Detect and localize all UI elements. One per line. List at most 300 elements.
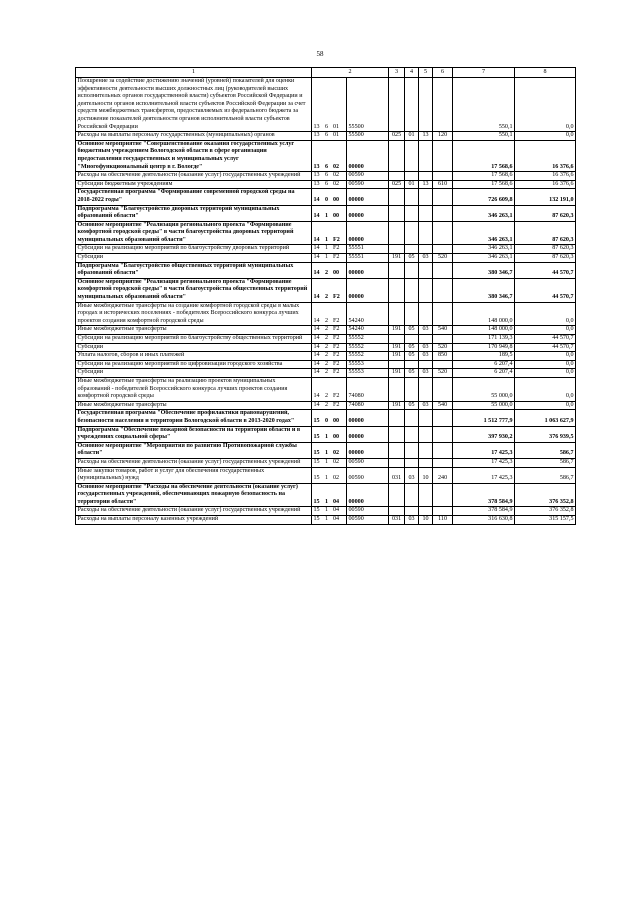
code-activity: F2	[332, 245, 347, 254]
code-expense-type	[433, 458, 453, 467]
amount-2019: 550,1	[453, 132, 515, 141]
amount-2019: 346 263,1	[453, 245, 515, 254]
code-subprogram: 2	[324, 302, 332, 326]
table-row	[76, 467, 576, 483]
code-program: 14	[312, 302, 324, 326]
amount-2020: 87 620,3	[515, 254, 576, 263]
code-program: 14	[312, 254, 324, 263]
code-expense-type	[433, 507, 453, 516]
code-activity: 02	[332, 458, 347, 467]
header-cell: 6	[433, 68, 453, 78]
code-subprogram: 0	[324, 410, 332, 426]
code-section: 05	[405, 343, 419, 352]
table-row	[76, 483, 576, 507]
code-expense-type	[433, 335, 453, 344]
amount-2019: 148 000,0	[453, 302, 515, 326]
amount-2019: 378 584,9	[453, 483, 515, 507]
code-section: 01	[405, 180, 419, 189]
code-section: 03	[405, 516, 419, 525]
code-program: 14	[312, 245, 324, 254]
code-program: 13	[312, 172, 324, 181]
code-activity: F2	[332, 254, 347, 263]
header-cell: 4	[405, 68, 419, 78]
code-program: 15	[312, 516, 324, 525]
code-expense-type: 850	[433, 352, 453, 361]
code-subprogram: 6	[324, 140, 332, 171]
code-program: 14	[312, 369, 324, 378]
amount-2020: 0,0	[515, 369, 576, 378]
amount-2019: 346 263,1	[453, 254, 515, 263]
code-subsection	[419, 360, 433, 369]
amount-2019: 378 584,9	[453, 507, 515, 516]
code-direction: 00000	[347, 410, 389, 426]
code-subsection	[419, 483, 433, 507]
code-direction: 55500	[347, 78, 389, 132]
table-row	[76, 401, 576, 410]
code-subsection: 03	[419, 326, 433, 335]
code-direction: 00590	[347, 516, 389, 525]
code-section	[405, 335, 419, 344]
code-program: 15	[312, 458, 324, 467]
code-section	[405, 483, 419, 507]
code-grbs: 191	[389, 352, 405, 361]
code-grbs: 025	[389, 132, 405, 141]
code-direction: 55551	[347, 245, 389, 254]
code-program: 14	[312, 221, 324, 245]
code-grbs	[389, 410, 405, 426]
code-direction: 74080	[347, 377, 389, 401]
amount-2019: 189,5	[453, 352, 515, 361]
code-subsection	[419, 245, 433, 254]
code-grbs: 031	[389, 516, 405, 525]
code-subprogram: 1	[324, 221, 332, 245]
code-activity: F2	[332, 352, 347, 361]
code-section	[405, 360, 419, 369]
table-row	[76, 360, 576, 369]
code-direction: 00000	[347, 483, 389, 507]
code-grbs	[389, 140, 405, 171]
code-subsection	[419, 442, 433, 458]
code-expense-type	[433, 262, 453, 278]
row-name: Субсидии на реализацию мероприятий по благоустройству дворовых территорий	[76, 245, 312, 254]
code-section	[405, 262, 419, 278]
code-subprogram: 2	[324, 278, 332, 302]
code-expense-type: 240	[433, 467, 453, 483]
code-activity: F2	[332, 377, 347, 401]
table-row	[76, 78, 576, 132]
code-subsection	[419, 221, 433, 245]
code-expense-type: 520	[433, 369, 453, 378]
budget-table	[75, 67, 576, 525]
table-row	[76, 458, 576, 467]
table-row	[76, 516, 576, 525]
code-direction: 00000	[347, 442, 389, 458]
code-expense-type	[433, 302, 453, 326]
code-program: 14	[312, 360, 324, 369]
code-direction: 55552	[347, 335, 389, 344]
amount-2020: 0,0	[515, 401, 576, 410]
code-section: 03	[405, 467, 419, 483]
code-expense-type	[433, 377, 453, 401]
table-row	[76, 326, 576, 335]
row-name: Основное мероприятие "Расходы на обеспечение деятельности (оказание услуг) государственных учреждений, обеспечивающих пожарную безопасность на территории области"	[76, 483, 312, 507]
code-subprogram: 1	[324, 507, 332, 516]
row-name: Субсидии	[76, 254, 312, 263]
amount-2020: 44 570,7	[515, 343, 576, 352]
table-row	[76, 189, 576, 205]
row-name: Субсидии бюджетным учреждениям	[76, 180, 312, 189]
code-subprogram: 2	[324, 335, 332, 344]
code-subsection	[419, 426, 433, 442]
amount-2019: 1 512 777,9	[453, 410, 515, 426]
code-program: 13	[312, 132, 324, 141]
code-grbs: 191	[389, 326, 405, 335]
table-row	[76, 205, 576, 221]
row-name: Субсидии	[76, 369, 312, 378]
row-name: Иные межбюджетные трансферты на создание комфортной городской среды в малых городах и исторических поселениях - победителях Всероссийского конкурса лучших проектов создания комфортной городской среды	[76, 302, 312, 326]
code-activity: 00	[332, 410, 347, 426]
code-section: 01	[405, 132, 419, 141]
code-subprogram: 2	[324, 369, 332, 378]
amount-2020: 0,0	[515, 78, 576, 132]
code-activity: F2	[332, 302, 347, 326]
code-subprogram: 6	[324, 78, 332, 132]
code-subprogram: 1	[324, 516, 332, 525]
table-row	[76, 221, 576, 245]
amount-2019: 6 207,4	[453, 360, 515, 369]
code-direction: 00000	[347, 205, 389, 221]
amount-2020: 586,7	[515, 458, 576, 467]
code-direction: 00590	[347, 467, 389, 483]
amount-2020: 376 352,8	[515, 483, 576, 507]
code-section	[405, 78, 419, 132]
code-subsection: 10	[419, 467, 433, 483]
code-activity: F2	[332, 369, 347, 378]
code-grbs	[389, 507, 405, 516]
code-subsection: 03	[419, 352, 433, 361]
code-program: 13	[312, 78, 324, 132]
table-row	[76, 442, 576, 458]
amount-2020: 44 570,7	[515, 335, 576, 344]
code-activity: 02	[332, 442, 347, 458]
amount-2019: 17 568,6	[453, 172, 515, 181]
amount-2019: 55 000,0	[453, 401, 515, 410]
row-name: Расходы на обеспечение деятельности (оказание услуг) государственных учреждений	[76, 507, 312, 516]
code-subprogram: 0	[324, 189, 332, 205]
code-direction: 00590	[347, 458, 389, 467]
code-direction: 00000	[347, 189, 389, 205]
code-program: 14	[312, 335, 324, 344]
row-name: Подпрограмма "Благоустройство дворовых территорий муниципальных образований области"	[76, 205, 312, 221]
code-subprogram: 1	[324, 467, 332, 483]
amount-2019: 346 263,1	[453, 221, 515, 245]
code-activity: 02	[332, 467, 347, 483]
code-direction: 55551	[347, 254, 389, 263]
header-cell: 2	[312, 68, 389, 78]
code-activity: F2	[332, 221, 347, 245]
code-direction: 00000	[347, 278, 389, 302]
amount-2020: 315 157,5	[515, 516, 576, 525]
code-program: 14	[312, 326, 324, 335]
code-section: 05	[405, 401, 419, 410]
code-program: 15	[312, 426, 324, 442]
code-program: 15	[312, 507, 324, 516]
code-direction: 00000	[347, 221, 389, 245]
code-grbs	[389, 205, 405, 221]
row-name: Поощрение за содействие достижению значений (уровней) показателей для оценки эффективности деятельности высших должностных лиц (руководителей высших исполнительных органов государственной власти) субъектов Российской Федерации и деятельности органов исполнительной власти субъектов Российской Федерации за счет средств межбюджетных трансфертов, предоставляемых из федерального бюджета за достижение показателей деятельности органов исполнительной власти субъектов Российской Федерации	[76, 78, 312, 132]
row-name: Иные межбюджетные трансферты	[76, 401, 312, 410]
code-subsection: 03	[419, 254, 433, 263]
code-activity: F2	[332, 343, 347, 352]
code-section: 05	[405, 254, 419, 263]
code-direction: 00590	[347, 172, 389, 181]
code-program: 15	[312, 410, 324, 426]
row-name: Основное мероприятие "Реализация регионального проекта "Формирование комфортной городской среды" в части благоустройства общественных территорий муниципальных образований области"	[76, 278, 312, 302]
code-direction: 00000	[347, 426, 389, 442]
code-program: 14	[312, 189, 324, 205]
code-expense-type: 120	[433, 132, 453, 141]
code-grbs: 191	[389, 254, 405, 263]
table-row	[76, 426, 576, 442]
amount-2019: 550,1	[453, 78, 515, 132]
code-grbs	[389, 426, 405, 442]
code-expense-type	[433, 483, 453, 507]
table-row	[76, 343, 576, 352]
row-name: Иные закупки товаров, работ и услуг для обеспечения государственных (муниципальных) нужд	[76, 467, 312, 483]
code-grbs: 191	[389, 343, 405, 352]
row-name: Иные межбюджетные трансферты	[76, 326, 312, 335]
code-subprogram: 2	[324, 326, 332, 335]
code-expense-type: 110	[433, 516, 453, 525]
code-section	[405, 410, 419, 426]
amount-2019: 148 000,0	[453, 326, 515, 335]
code-grbs: 031	[389, 467, 405, 483]
table-row	[76, 507, 576, 516]
code-activity: 02	[332, 180, 347, 189]
row-name: Подпрограмма "Обеспечение пожарной безопасности на территории области и в учреждениях социальной сферы"	[76, 426, 312, 442]
code-activity: 00	[332, 426, 347, 442]
code-program: 14	[312, 278, 324, 302]
code-subsection	[419, 205, 433, 221]
code-activity: 04	[332, 507, 347, 516]
row-name: Субсидии на реализацию мероприятий по цифровизации городского хозяйства	[76, 360, 312, 369]
table-row	[76, 410, 576, 426]
code-expense-type: 540	[433, 326, 453, 335]
amount-2020: 0,0	[515, 360, 576, 369]
table-row	[76, 245, 576, 254]
code-subprogram: 2	[324, 262, 332, 278]
code-subprogram: 2	[324, 343, 332, 352]
code-program: 15	[312, 442, 324, 458]
code-activity: 04	[332, 483, 347, 507]
code-direction: 55552	[347, 352, 389, 361]
row-name: Государственная программа "Формирование современной городской среды на 2018-2022 годы"	[76, 189, 312, 205]
row-name: Субсидии	[76, 343, 312, 352]
code-expense-type	[433, 278, 453, 302]
amount-2020: 16 376,6	[515, 140, 576, 171]
code-subprogram: 1	[324, 426, 332, 442]
code-expense-type	[433, 245, 453, 254]
amount-2020: 376 939,5	[515, 426, 576, 442]
amount-2019: 17 425,3	[453, 458, 515, 467]
code-subprogram: 1	[324, 442, 332, 458]
amount-2020: 1 063 627,9	[515, 410, 576, 426]
code-section	[405, 458, 419, 467]
code-grbs	[389, 78, 405, 132]
code-section: 05	[405, 352, 419, 361]
amount-2019: 17 425,3	[453, 442, 515, 458]
amount-2020: 0,0	[515, 326, 576, 335]
amount-2020: 0,0	[515, 132, 576, 141]
amount-2020: 0,0	[515, 352, 576, 361]
code-direction: 54240	[347, 326, 389, 335]
code-activity: 04	[332, 516, 347, 525]
header-cell: 7	[453, 68, 515, 78]
code-grbs	[389, 360, 405, 369]
amount-2019: 170 949,8	[453, 343, 515, 352]
code-subprogram: 2	[324, 401, 332, 410]
code-activity: 01	[332, 78, 347, 132]
code-subsection	[419, 335, 433, 344]
code-expense-type: 520	[433, 343, 453, 352]
code-program: 14	[312, 401, 324, 410]
code-subsection: 13	[419, 180, 433, 189]
code-program: 14	[312, 343, 324, 352]
code-subprogram: 1	[324, 254, 332, 263]
code-activity: 00	[332, 189, 347, 205]
code-activity: F2	[332, 335, 347, 344]
table-row	[76, 172, 576, 181]
amount-2019: 171 139,3	[453, 335, 515, 344]
table-header-row	[76, 68, 576, 78]
code-activity: 00	[332, 262, 347, 278]
code-section	[405, 172, 419, 181]
code-direction: 74080	[347, 401, 389, 410]
amount-2020: 87 620,3	[515, 245, 576, 254]
code-subsection: 03	[419, 401, 433, 410]
code-section: 05	[405, 326, 419, 335]
code-activity: F2	[332, 278, 347, 302]
page-number: 58	[316, 50, 324, 58]
code-subprogram: 2	[324, 360, 332, 369]
code-expense-type	[433, 189, 453, 205]
code-grbs	[389, 221, 405, 245]
code-subprogram: 2	[324, 352, 332, 361]
amount-2019: 6 207,4	[453, 369, 515, 378]
code-section	[405, 507, 419, 516]
header-cell: 3	[389, 68, 405, 78]
code-direction: 00000	[347, 262, 389, 278]
row-name: Расходы на обеспечение деятельности (оказание услуг) государственных учреждений	[76, 458, 312, 467]
code-activity: 00	[332, 205, 347, 221]
amount-2020: 376 352,8	[515, 507, 576, 516]
code-section	[405, 426, 419, 442]
amount-2019: 346 263,1	[453, 205, 515, 221]
code-program: 15	[312, 467, 324, 483]
code-subsection	[419, 458, 433, 467]
table-row	[76, 132, 576, 141]
table-row	[76, 369, 576, 378]
code-expense-type	[433, 360, 453, 369]
code-program: 14	[312, 205, 324, 221]
header-cell: 1	[76, 68, 312, 78]
amount-2020: 16 376,6	[515, 172, 576, 181]
code-activity: F2	[332, 360, 347, 369]
code-direction: 55552	[347, 343, 389, 352]
code-program: 14	[312, 262, 324, 278]
code-direction: 00590	[347, 507, 389, 516]
table-row	[76, 278, 576, 302]
code-grbs	[389, 262, 405, 278]
row-name: Расходы на выплаты персоналу государственных (муниципальных) органов	[76, 132, 312, 141]
table-row	[76, 254, 576, 263]
code-activity: 01	[332, 132, 347, 141]
table-row	[76, 377, 576, 401]
amount-2020: 16 376,6	[515, 180, 576, 189]
code-program: 14	[312, 352, 324, 361]
code-expense-type: 610	[433, 180, 453, 189]
table-row	[76, 262, 576, 278]
code-grbs	[389, 377, 405, 401]
code-section	[405, 302, 419, 326]
code-direction: 54240	[347, 302, 389, 326]
code-expense-type	[433, 140, 453, 171]
code-grbs	[389, 189, 405, 205]
code-subprogram: 6	[324, 172, 332, 181]
amount-2019: 380 346,7	[453, 262, 515, 278]
code-section	[405, 278, 419, 302]
code-direction: 55553	[347, 369, 389, 378]
code-grbs	[389, 172, 405, 181]
amount-2020: 586,7	[515, 467, 576, 483]
row-name: Основное мероприятие "Реализация регионального проекта "Формирование комфортной городской среды" в части благоустройства дворовых территорий муниципальных образований области"	[76, 221, 312, 245]
amount-2019: 397 930,2	[453, 426, 515, 442]
code-section	[405, 245, 419, 254]
row-name: Субсидии на реализацию мероприятий по благоустройству общественных территорий	[76, 335, 312, 344]
code-subsection: 03	[419, 369, 433, 378]
code-program: 13	[312, 180, 324, 189]
row-name: Иные межбюджетные трансферты на реализацию проектов муниципальных образований - победителей Всероссийского конкурса лучших проектов создания комфортной городской среды	[76, 377, 312, 401]
code-grbs	[389, 278, 405, 302]
code-subprogram: 2	[324, 377, 332, 401]
code-program: 13	[312, 140, 324, 171]
amount-2019: 726 609,8	[453, 189, 515, 205]
amount-2020: 0,0	[515, 302, 576, 326]
code-expense-type	[433, 172, 453, 181]
header-cell: 8	[515, 68, 576, 78]
code-expense-type: 520	[433, 254, 453, 263]
amount-2019: 55 000,0	[453, 377, 515, 401]
amount-2020: 44 570,7	[515, 278, 576, 302]
code-activity: F2	[332, 326, 347, 335]
code-section	[405, 377, 419, 401]
table-row	[76, 352, 576, 361]
code-section	[405, 189, 419, 205]
amount-2019: 380 346,7	[453, 278, 515, 302]
code-grbs	[389, 458, 405, 467]
code-activity: F2	[332, 401, 347, 410]
code-expense-type	[433, 442, 453, 458]
code-expense-type: 540	[433, 401, 453, 410]
row-name: Основное мероприятие "Совершенствование оказания государственных услуг бюджетным учреждением Вологодской области в сфере организации предоставления государственных и муниципальных услуг "Многофункциональный центр в г. Вологде"	[76, 140, 312, 171]
amount-2019: 17 568,6	[453, 180, 515, 189]
row-name: Расходы на обеспечение деятельности (оказание услуг) государственных учреждений	[76, 172, 312, 181]
amount-2020: 586,7	[515, 442, 576, 458]
code-direction: 00590	[347, 180, 389, 189]
amount-2019: 17 568,6	[453, 140, 515, 171]
table-row	[76, 335, 576, 344]
code-subsection	[419, 507, 433, 516]
